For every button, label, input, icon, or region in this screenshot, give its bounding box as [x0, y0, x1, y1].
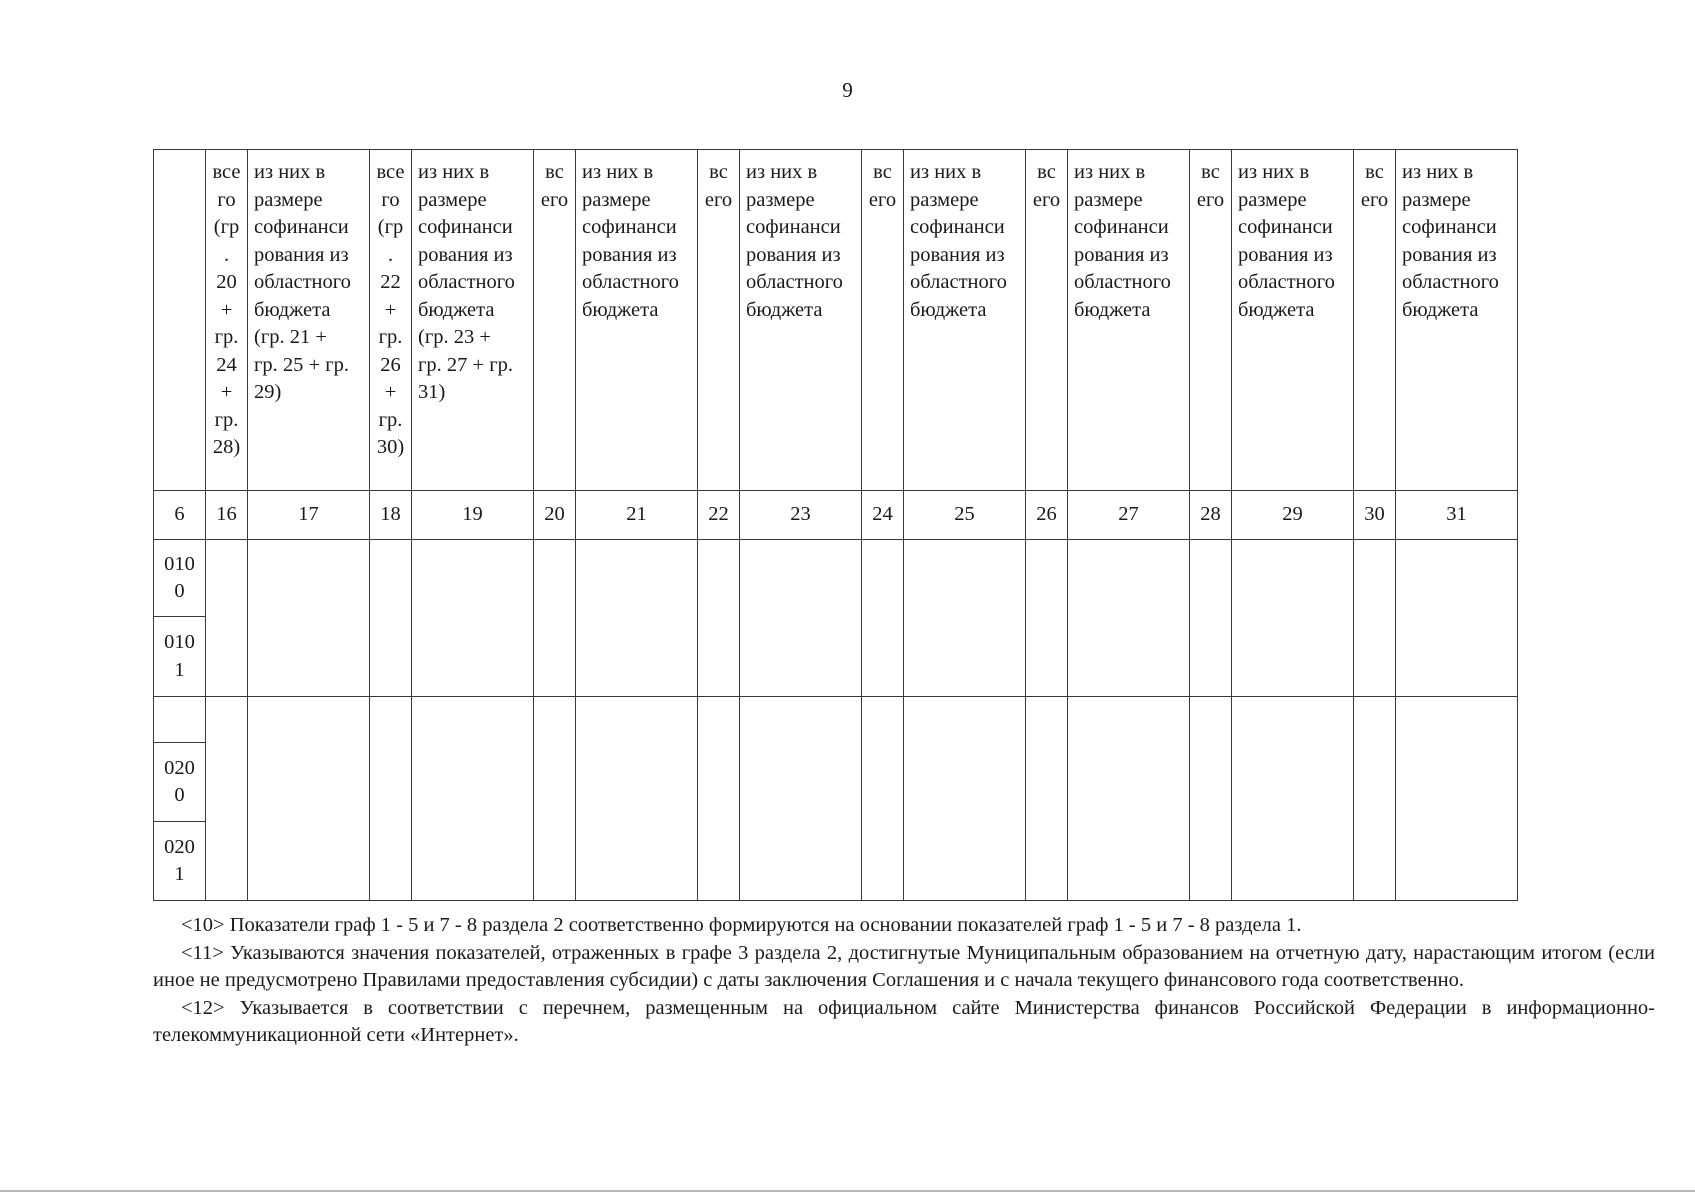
data-cell [862, 540, 904, 697]
column-number: 29 [1232, 491, 1354, 540]
header-cell-23: из них в размере софинанси рования из областного бюджета [740, 150, 862, 491]
data-cell [740, 540, 862, 697]
data-cell [370, 540, 412, 697]
data-cell [206, 697, 248, 901]
data-cell [206, 540, 248, 697]
column-number: 6 [154, 491, 206, 540]
column-number: 23 [740, 491, 862, 540]
header-cell-25: из них в размере софинанси рования из областного бюджета [904, 150, 1026, 491]
data-cell [534, 697, 576, 901]
header-cell-19: из них в размере софинанси рования из областного бюджета (гр. 23 + гр. 27 + гр. 31) [412, 150, 534, 491]
page-number: 9 [842, 78, 853, 102]
column-number: 24 [862, 491, 904, 540]
column-number: 17 [248, 491, 370, 540]
data-cell [1354, 697, 1396, 901]
header-cell-16: все го (гр . 20 + гр. 24 + гр. 28) [206, 150, 248, 491]
header-cell-26: вс его [1026, 150, 1068, 491]
bottom-divider [0, 1190, 1695, 1192]
header-cell-20: вс его [534, 150, 576, 491]
data-cell [412, 697, 534, 901]
column-number: 27 [1068, 491, 1190, 540]
data-cell [740, 697, 862, 901]
row-code: 010 1 [154, 617, 206, 697]
column-number: 25 [904, 491, 1026, 540]
column-number: 26 [1026, 491, 1068, 540]
data-cell [534, 540, 576, 697]
data-cell [1396, 540, 1518, 697]
report-table [153, 149, 1518, 901]
row-code [154, 697, 206, 743]
data-cell [1190, 540, 1232, 697]
table-row [154, 540, 1518, 617]
table-header-row [154, 150, 1518, 491]
header-cell-code [154, 150, 206, 491]
column-number: 30 [1354, 491, 1396, 540]
row-code: 020 0 [154, 743, 206, 822]
column-number: 18 [370, 491, 412, 540]
data-cell [412, 540, 534, 697]
header-cell-21: из них в размере софинанси рования из областного бюджета [576, 150, 698, 491]
row-code: 010 0 [154, 540, 206, 617]
data-cell [576, 540, 698, 697]
header-cell-18: все го (гр . 22 + гр. 26 + гр. 30) [370, 150, 412, 491]
footnote-12: <12> Указывается в соответствии с перечнем, размещенным на официальном сайте Министерства финансов Российской Федерации в информационно-телекоммуникационной сети «Интернет». [153, 996, 1655, 1046]
data-cell [370, 697, 412, 901]
data-cell [1396, 697, 1518, 901]
header-cell-29: из них в размере софинанси рования из областного бюджета [1232, 150, 1354, 491]
column-number: 21 [576, 491, 698, 540]
data-cell [1190, 697, 1232, 901]
data-cell [248, 540, 370, 697]
header-cell-28: вс его [1190, 150, 1232, 491]
header-cell-22: вс его [698, 150, 740, 491]
header-cell-24: вс его [862, 150, 904, 491]
data-cell [1026, 697, 1068, 901]
data-cell [248, 697, 370, 901]
data-cell [1068, 540, 1190, 697]
column-number: 22 [698, 491, 740, 540]
column-number: 19 [412, 491, 534, 540]
data-cell [1068, 697, 1190, 901]
data-cell [698, 540, 740, 697]
data-cell [698, 697, 740, 901]
data-cell [1026, 540, 1068, 697]
column-number: 31 [1396, 491, 1518, 540]
header-cell-17: из них в размере софинанси рования из областного бюджета (гр. 21 + гр. 25 + гр. 29) [248, 150, 370, 491]
data-cell [576, 697, 698, 901]
header-cell-30: вс его [1354, 150, 1396, 491]
data-cell [862, 697, 904, 901]
table-row [154, 697, 1518, 743]
data-cell [904, 697, 1026, 901]
footnote-11: <11> Указываются значения показателей, отраженных в графе 3 раздела 2, достигнутые Муниципальным образованием на отчетную дату, нарастающим итогом (если иное не предусмотрено Правилами предоставления субсидии) с даты заключения Соглашения и с начала текущего финансового года соответственно. [153, 941, 1655, 991]
header-cell-27: из них в размере софинанси рования из областного бюджета [1068, 150, 1190, 491]
data-cell [904, 540, 1026, 697]
column-number: 20 [534, 491, 576, 540]
row-code: 020 1 [154, 822, 206, 901]
column-number: 28 [1190, 491, 1232, 540]
data-cell [1232, 697, 1354, 901]
column-number-row [154, 491, 1518, 540]
column-number: 16 [206, 491, 248, 540]
header-cell-31: из них в размере софинанси рования из областного бюджета [1396, 150, 1518, 491]
data-cell [1354, 540, 1396, 697]
footnote-10: <10> Показатели граф 1 - 5 и 7 - 8 раздела 2 соответственно формируются на основании показателей граф 1 - 5 и 7 - 8 раздела 1. [181, 914, 1302, 936]
data-cell [1232, 540, 1354, 697]
footnotes [153, 912, 1655, 1050]
